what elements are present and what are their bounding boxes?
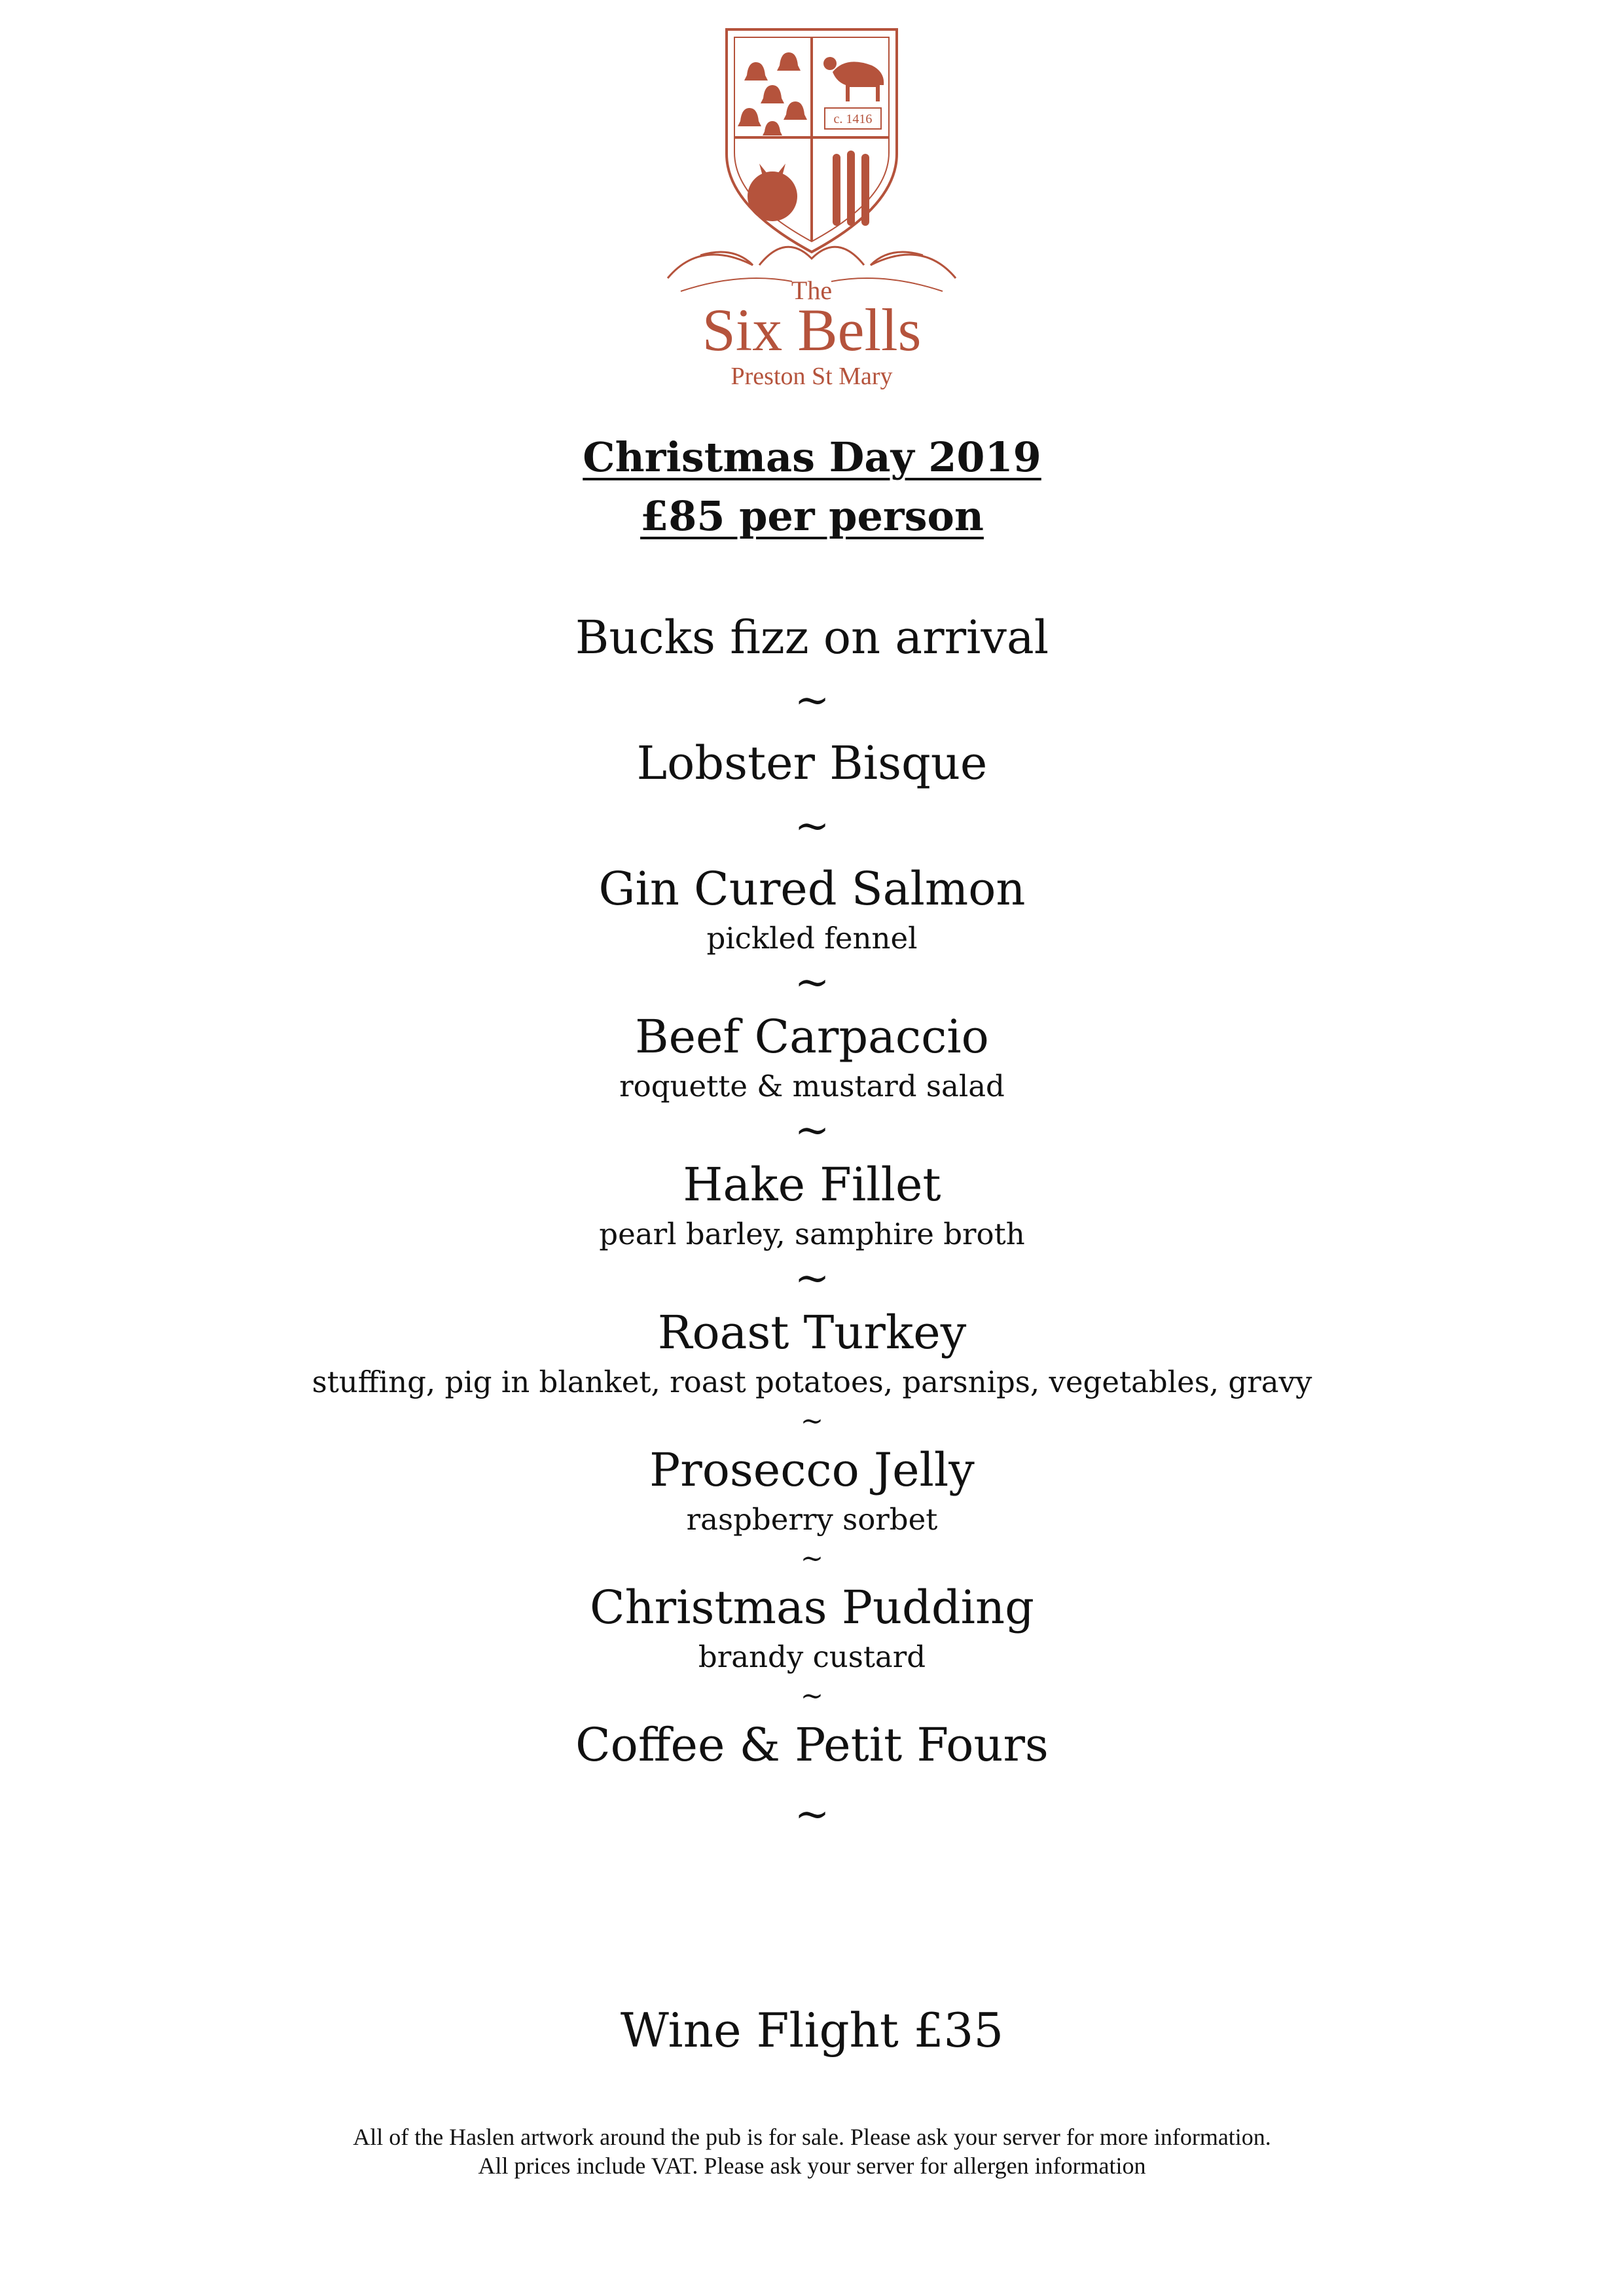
course-name: Gin Cured Salmon	[598, 862, 1026, 916]
course-description: stuffing, pig in blanket, roast potatoes, parsnips, vegetables, gravy	[312, 1365, 1312, 1399]
separator: ~	[794, 1106, 830, 1155]
menu-title: Christmas Day 2019	[583, 433, 1041, 481]
course-description: pickled fennel	[706, 921, 918, 956]
separator: ~	[794, 802, 830, 850]
separator: ~	[794, 1790, 830, 1839]
course-name: Hake Fillet	[683, 1158, 941, 1211]
menu-price: £85 per person	[640, 492, 984, 540]
logo-place: Preston St Mary	[731, 363, 893, 390]
separator: ~	[800, 1542, 824, 1574]
course-description: raspberry sorbet	[686, 1502, 938, 1537]
six-bells-logo	[661, 23, 962, 396]
course-name: Lobster Bisque	[636, 736, 988, 790]
course-name: Prosecco Jelly	[649, 1443, 975, 1497]
separator: ~	[800, 1679, 824, 1712]
separator: ~	[800, 1405, 824, 1437]
wine-flight: Wine Flight £35	[620, 2003, 1004, 2058]
crest-icon	[661, 23, 962, 396]
logo-small-title: The	[791, 276, 833, 305]
course-name: Beef Carpaccio	[635, 1010, 989, 1064]
course-description: roquette & mustard salad	[619, 1069, 1005, 1103]
course-name: Roast Turkey	[657, 1306, 967, 1359]
course-description: pearl barley, samphire broth	[599, 1217, 1025, 1251]
course-name: Coffee & Petit Fours	[575, 1718, 1049, 1772]
course-name: Bucks fizz on arrival	[575, 611, 1049, 664]
logo-name: Six Bells	[702, 296, 922, 363]
footer-line-1: All of the Haslen artwork around the pub is for sale. Please ask your server for more information.	[353, 2124, 1271, 2150]
separator: ~	[794, 1254, 830, 1302]
menu-list	[0, 607, 1624, 1854]
separator: ~	[794, 676, 830, 725]
separator: ~	[794, 958, 830, 1007]
course-description: brandy custard	[698, 1640, 926, 1674]
course-name: Christmas Pudding	[590, 1581, 1034, 1634]
logo-date: c. 1416	[833, 112, 873, 126]
footer-line-2: All prices include VAT. Please ask your server for allergen information	[478, 2153, 1146, 2179]
